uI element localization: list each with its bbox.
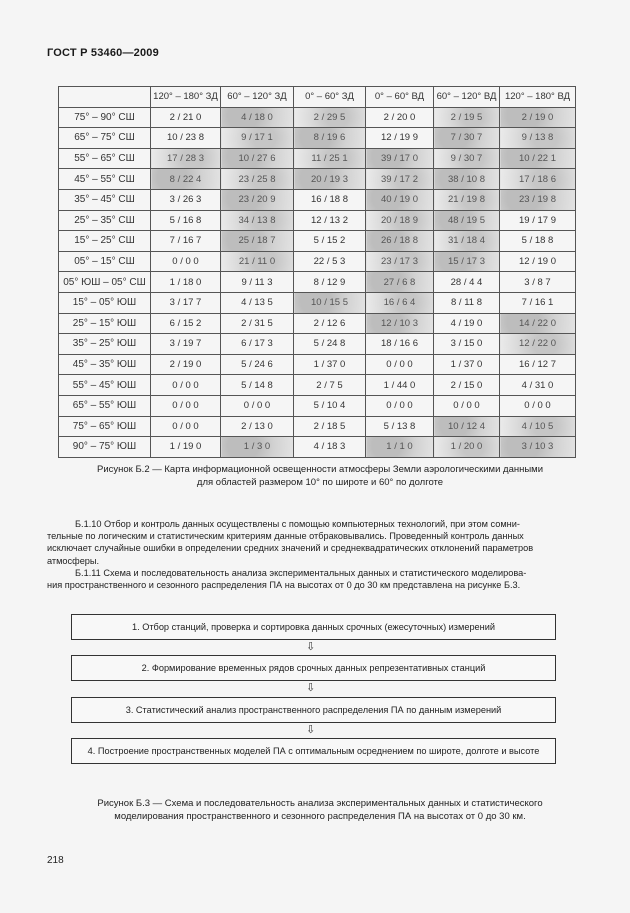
table-cell: 2 / 19 5 <box>434 107 500 128</box>
row-label: 25° – 35° СШ <box>59 210 151 231</box>
table-cell: 19 / 17 9 <box>500 210 576 231</box>
table-row <box>59 292 576 313</box>
table-cell: 12 / 10 3 <box>366 313 434 334</box>
table-row <box>59 189 576 210</box>
row-label: 55° – 45° ЮШ <box>59 375 151 396</box>
down-arrow-icon: ⇩ <box>306 682 316 694</box>
table-cell: 7 / 16 7 <box>151 231 221 252</box>
table-cell: 5 / 24 6 <box>221 354 294 375</box>
table-cell: 6 / 15 2 <box>151 313 221 334</box>
row-label: 25° – 15° ЮШ <box>59 313 151 334</box>
row-label: 55° – 65° СШ <box>59 148 151 169</box>
table-row <box>59 148 576 169</box>
table-cell: 21 / 19 8 <box>434 189 500 210</box>
table-cell: 5 / 10 4 <box>294 395 366 416</box>
flow-step-1: 1. Отбор станций, проверка и сортировка данных срочных (ежесуточных) измерений <box>71 614 556 640</box>
table-cell: 22 / 5 3 <box>294 251 366 272</box>
table-cell: 0 / 0 0 <box>221 395 294 416</box>
table-cell: 3 / 17 7 <box>151 292 221 313</box>
table-cell: 5 / 15 2 <box>294 231 366 252</box>
table-cell: 10 / 12 4 <box>434 416 500 437</box>
down-arrow-icon: ⇩ <box>306 724 316 736</box>
table-cell: 0 / 0 0 <box>500 395 576 416</box>
table-cell: 21 / 11 0 <box>221 251 294 272</box>
row-label: 75° – 90° СШ <box>59 107 151 128</box>
paragraph-text: Б.1.11 Схема и последовательность анализа экспериментальных данных и статистического моделирова- <box>75 568 527 578</box>
table-cell: 9 / 13 8 <box>500 128 576 149</box>
table-cell: 17 / 28 3 <box>151 148 221 169</box>
table-cell: 8 / 22 4 <box>151 169 221 190</box>
table-cell: 25 / 18 7 <box>221 231 294 252</box>
table-header-row <box>59 87 576 108</box>
row-label: 15° – 05° ЮШ <box>59 292 151 313</box>
table-row <box>59 210 576 231</box>
table-row <box>59 334 576 355</box>
table-row <box>59 107 576 128</box>
table-cell: 34 / 13 8 <box>221 210 294 231</box>
table-cell: 40 / 19 0 <box>366 189 434 210</box>
row-label: 65° – 55° ЮШ <box>59 395 151 416</box>
table-cell: 6 / 17 3 <box>221 334 294 355</box>
table-cell: 0 / 0 0 <box>151 251 221 272</box>
table-cell: 8 / 12 9 <box>294 272 366 293</box>
table-cell: 5 / 24 8 <box>294 334 366 355</box>
table-cell: 1 / 18 0 <box>151 272 221 293</box>
table-cell: 9 / 11 3 <box>221 272 294 293</box>
table-cell: 0 / 0 0 <box>151 375 221 396</box>
table-cell: 39 / 17 2 <box>366 169 434 190</box>
row-label: 35° – 25° ЮШ <box>59 334 151 355</box>
table-cell: 0 / 0 0 <box>151 395 221 416</box>
table-cell: 0 / 0 0 <box>366 354 434 375</box>
coverage-table <box>58 86 576 458</box>
table-row <box>59 272 576 293</box>
caption-line: моделирования пространственного и сезонного распределения ПА на высотах от 0 до 30 км. <box>114 811 526 822</box>
table-cell: 4 / 13 5 <box>221 292 294 313</box>
table-cell: 4 / 18 0 <box>221 107 294 128</box>
row-label: 35° – 45° СШ <box>59 189 151 210</box>
table-row <box>59 395 576 416</box>
row-label: 15° – 25° СШ <box>59 231 151 252</box>
paragraph-line: ния пространственного и сезонного распределения ПА на высотах от 0 до 30 км представлена на рисунке Б.3. <box>47 580 521 591</box>
caption-line: Рисунок Б.2 — Карта информационной освещенности атмосферы Земли аэрологическими данными <box>96 464 544 475</box>
table-row <box>59 416 576 437</box>
table-cell: 16 / 12 7 <box>500 354 576 375</box>
table-cell: 7 / 30 7 <box>434 128 500 149</box>
table-cell: 2 / 19 0 <box>151 354 221 375</box>
paragraph-line <box>47 518 582 530</box>
table-cell: 23 / 19 8 <box>500 189 576 210</box>
table-cell: 10 / 15 5 <box>294 292 366 313</box>
table-cell: 0 / 0 0 <box>366 395 434 416</box>
table-cell: 20 / 19 3 <box>294 169 366 190</box>
table-row <box>59 354 576 375</box>
table-cell: 3 / 26 3 <box>151 189 221 210</box>
row-label: 65° – 75° СШ <box>59 128 151 149</box>
table-cell: 48 / 19 5 <box>434 210 500 231</box>
table-cell: 1 / 44 0 <box>366 375 434 396</box>
table-cell: 23 / 20 9 <box>221 189 294 210</box>
caption-line: Рисунок Б.3 — Схема и последовательность анализа экспериментальных данных и статистического <box>97 798 543 809</box>
table-cell: 18 / 16 6 <box>366 334 434 355</box>
table-cell: 2 / 19 0 <box>500 107 576 128</box>
table-cell: 12 / 13 2 <box>294 210 366 231</box>
flow-step-3: 3. Статистический анализ пространственного распределения ПА по данным измерений <box>71 697 556 723</box>
table-cell: 2 / 13 0 <box>221 416 294 437</box>
page-number: 218 <box>47 855 64 866</box>
down-arrow-icon: ⇩ <box>306 641 316 653</box>
column-header: 60° – 120° ВД <box>434 87 500 108</box>
flow-step-4: 4. Построение пространственных моделей ПА с оптимальным осреднением по широте, долготе и высоте <box>71 738 556 764</box>
table-cell: 3 / 8 7 <box>500 272 576 293</box>
table-cell: 9 / 17 1 <box>221 128 294 149</box>
table-cell: 7 / 16 1 <box>500 292 576 313</box>
table-cell: 31 / 18 4 <box>434 231 500 252</box>
table-cell: 5 / 16 8 <box>151 210 221 231</box>
table-cell: 5 / 14 8 <box>221 375 294 396</box>
figure-caption-b3 <box>60 797 580 823</box>
table-cell: 3 / 15 0 <box>434 334 500 355</box>
row-label: 45° – 55° СШ <box>59 169 151 190</box>
paragraph-b-1-10 <box>47 518 582 567</box>
caption-line: для областей размером 10° по широте и 60° по долготе <box>196 477 444 488</box>
table-cell: 2 / 7 5 <box>294 375 366 396</box>
table-cell: 10 / 22 1 <box>500 148 576 169</box>
table-cell: 10 / 23 8 <box>151 128 221 149</box>
table-cell: 14 / 22 0 <box>500 313 576 334</box>
table-body <box>59 107 576 457</box>
table-cell: 2 / 20 0 <box>366 107 434 128</box>
table-cell: 20 / 18 9 <box>366 210 434 231</box>
row-label: 05° – 15° СШ <box>59 251 151 272</box>
column-header: 120° – 180° ЗД <box>151 87 221 108</box>
table-cell: 2 / 12 6 <box>294 313 366 334</box>
table-cell: 4 / 19 0 <box>434 313 500 334</box>
table-cell: 1 / 20 0 <box>434 437 500 458</box>
table-cell: 12 / 19 9 <box>366 128 434 149</box>
column-header: 120° – 180° ВД <box>500 87 576 108</box>
table-cell: 0 / 0 0 <box>434 395 500 416</box>
table-cell: 9 / 30 7 <box>434 148 500 169</box>
table-cell: 2 / 15 0 <box>434 375 500 396</box>
table-cell: 16 / 6 4 <box>366 292 434 313</box>
table-cell: 38 / 10 8 <box>434 169 500 190</box>
table-row <box>59 313 576 334</box>
table-cell: 1 / 37 0 <box>434 354 500 375</box>
table-cell: 23 / 25 8 <box>221 169 294 190</box>
row-label: 45° – 35° ЮШ <box>59 354 151 375</box>
table-cell: 4 / 10 5 <box>500 416 576 437</box>
table-row <box>59 128 576 149</box>
table-cell: 16 / 18 8 <box>294 189 366 210</box>
table-cell: 39 / 17 0 <box>366 148 434 169</box>
table-cell: 23 / 17 3 <box>366 251 434 272</box>
table-row <box>59 251 576 272</box>
row-label: 05° ЮШ – 05° СШ <box>59 272 151 293</box>
table-row <box>59 169 576 190</box>
paragraph-line: атмосферы. <box>47 555 100 566</box>
paragraph-line: исключает случайные ошибки в определении средних значений и среднеквадратических отклонений параметров <box>47 543 534 554</box>
table-cell: 0 / 0 0 <box>151 416 221 437</box>
table-cell: 4 / 18 3 <box>294 437 366 458</box>
table-cell: 28 / 4 4 <box>434 272 500 293</box>
table-cell: 26 / 18 8 <box>366 231 434 252</box>
table-cell: 3 / 10 3 <box>500 437 576 458</box>
table-cell: 5 / 13 8 <box>366 416 434 437</box>
table-cell: 2 / 29 5 <box>294 107 366 128</box>
table-cell: 2 / 18 5 <box>294 416 366 437</box>
paragraph-text: Б.1.10 Отбор и контроль данных осуществлены с помощью компьютерных технологий, при этом сомни- <box>75 519 520 529</box>
paragraph-line <box>47 567 582 579</box>
table-cell: 17 / 18 6 <box>500 169 576 190</box>
row-label: 90° – 75° ЮШ <box>59 437 151 458</box>
column-header: 60° – 120° ЗД <box>221 87 294 108</box>
table-row <box>59 375 576 396</box>
table-cell: 4 / 31 0 <box>500 375 576 396</box>
table-cell: 1 / 1 0 <box>366 437 434 458</box>
table-cell: 12 / 19 0 <box>500 251 576 272</box>
table-cell: 3 / 19 7 <box>151 334 221 355</box>
table-cell: 1 / 19 0 <box>151 437 221 458</box>
table-cell: 1 / 37 0 <box>294 354 366 375</box>
column-header: 0° – 60° ВД <box>366 87 434 108</box>
figure-caption-b2 <box>60 463 580 489</box>
table-cell: 11 / 25 1 <box>294 148 366 169</box>
table-cell: 2 / 21 0 <box>151 107 221 128</box>
table-corner-cell <box>59 87 151 108</box>
flow-step-2: 2. Формирование временных рядов срочных данных репрезентативных станций <box>71 655 556 681</box>
table-cell: 1 / 3 0 <box>221 437 294 458</box>
table-cell: 8 / 19 6 <box>294 128 366 149</box>
table-cell: 12 / 22 0 <box>500 334 576 355</box>
document-header: ГОСТ Р 53460—2009 <box>47 47 159 59</box>
paragraph-line: тельные по логическим и статистическим критериям данные отбраковывались. Проведенный контроль данных <box>47 531 524 542</box>
table-row <box>59 437 576 458</box>
column-header: 0° – 60° ЗД <box>294 87 366 108</box>
paragraph-b-1-11 <box>47 567 582 591</box>
row-label: 75° – 65° ЮШ <box>59 416 151 437</box>
table-cell: 5 / 18 8 <box>500 231 576 252</box>
table-cell: 15 / 17 3 <box>434 251 500 272</box>
table-row <box>59 231 576 252</box>
table-cell: 27 / 6 8 <box>366 272 434 293</box>
table-cell: 10 / 27 6 <box>221 148 294 169</box>
table-cell: 8 / 11 8 <box>434 292 500 313</box>
table-cell: 2 / 31 5 <box>221 313 294 334</box>
